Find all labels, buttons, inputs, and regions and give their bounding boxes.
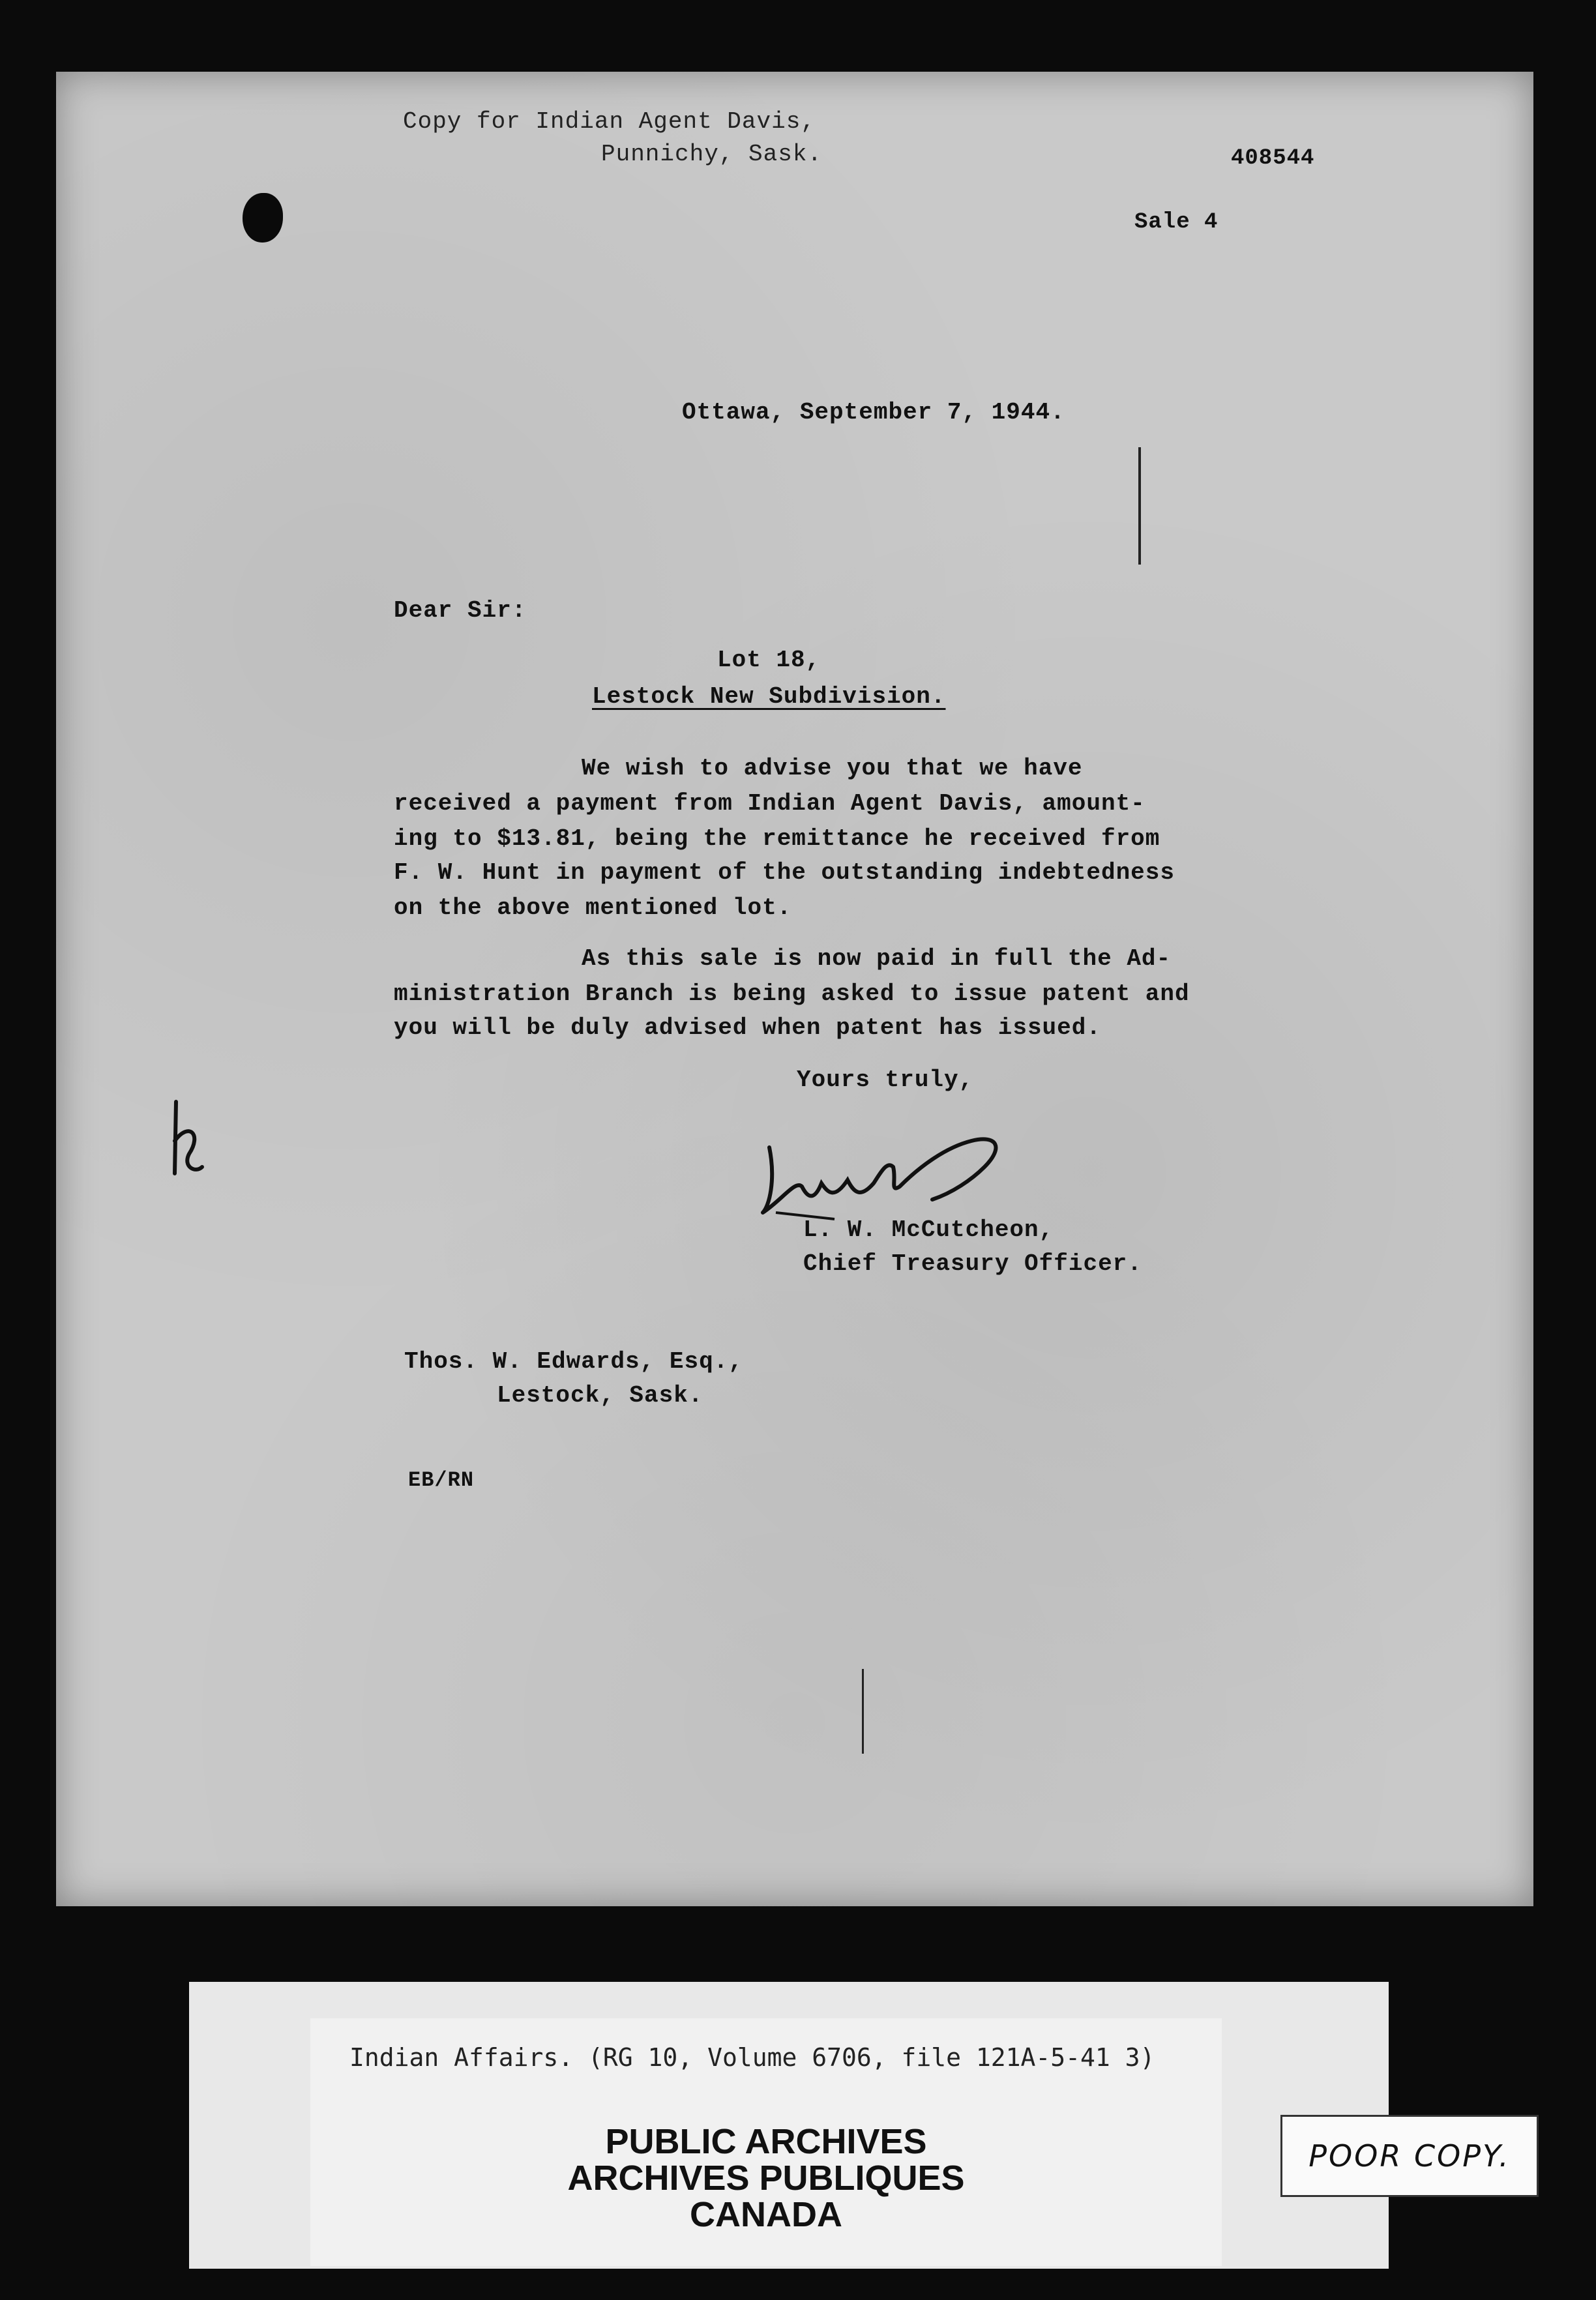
scratch-mark bbox=[862, 1669, 864, 1754]
paragraph-2-line: ministration Branch is being asked to issue patent and bbox=[394, 980, 1190, 1007]
paragraph-1-line: on the above mentioned lot. bbox=[394, 894, 792, 921]
paragraph-2-line: you will be duly advised when patent has issued. bbox=[394, 1014, 1101, 1041]
poor-copy-note: POOR COPY. bbox=[1280, 2115, 1539, 2197]
signer-title: Chief Treasury Officer. bbox=[803, 1250, 1142, 1277]
copy-for-location: Punnichy, Sask. bbox=[601, 141, 823, 168]
margin-handwritten-mark bbox=[163, 1095, 209, 1187]
signer-name: L. W. McCutcheon, bbox=[803, 1216, 1054, 1243]
paragraph-1-line: We wish to advise you that we have bbox=[582, 755, 1083, 782]
scratch-mark bbox=[1138, 447, 1141, 565]
typist-initials: EB/RN bbox=[408, 1468, 475, 1492]
archive-name-fr: ARCHIVES PUBLIQUES bbox=[567, 2159, 965, 2198]
paragraph-1-line: F. W. Hunt in payment of the outstanding indebtedness bbox=[394, 859, 1175, 886]
handwritten-signature bbox=[756, 1121, 1043, 1226]
subject-subdivision: Lestock New Subdivision. bbox=[592, 683, 946, 710]
paragraph-1-line: ing to $13.81, being the remittance he received from bbox=[394, 825, 1160, 852]
archive-country: CANADA bbox=[690, 2195, 842, 2234]
closing: Yours truly, bbox=[797, 1067, 974, 1093]
archive-reference: Indian Affairs. (RG 10, Volume 6706, file 121A-5-41 3) bbox=[349, 2043, 1155, 2072]
salutation: Dear Sir: bbox=[394, 597, 527, 624]
punch-hole bbox=[243, 193, 283, 243]
archive-name-en: PUBLIC ARCHIVES bbox=[605, 2122, 927, 2161]
paragraph-2-line: As this sale is now paid in full the Ad- bbox=[582, 945, 1172, 972]
file-number: 408544 bbox=[1231, 146, 1315, 171]
addressee-name: Thos. W. Edwards, Esq., bbox=[404, 1348, 743, 1375]
place-date: Ottawa, September 7, 1944. bbox=[682, 399, 1065, 426]
subject-lot: Lot 18, bbox=[717, 647, 821, 673]
copy-for-line: Copy for Indian Agent Davis, bbox=[403, 108, 816, 135]
paragraph-1-line: received a payment from Indian Agent Davis, amount- bbox=[394, 790, 1145, 817]
addressee-location: Lestock, Sask. bbox=[497, 1382, 703, 1409]
sale-number: Sale 4 bbox=[1134, 210, 1219, 235]
